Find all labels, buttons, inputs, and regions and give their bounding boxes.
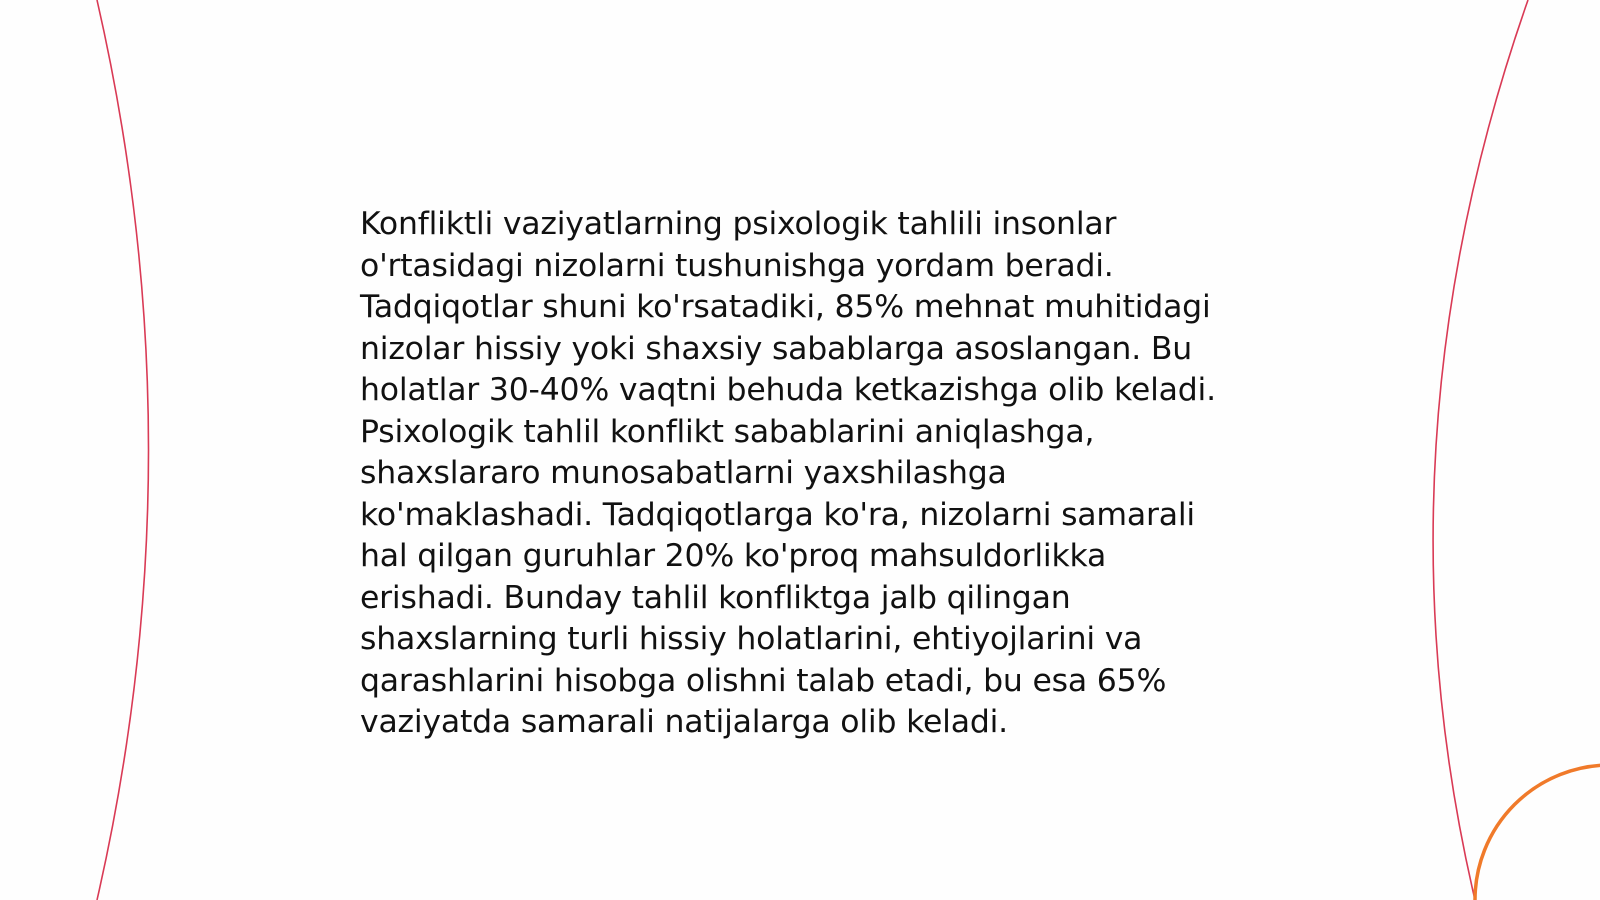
slide-body-paragraph: Konfliktli vaziyatlarning psixologik tahlili insonlar o'rtasidagi nizolarni tushunishga yordam beradi. Tadqiqotlar shuni ko'rsatadiki, 85% mehnat muhitidagi nizolar hissiy yoki shaxsiy sabablarga asoslangan. Bu holatlar 30-40% vaqtni behuda ketkazishga olib keladi. Psixologik tahlil konflikt sabablarini aniqlashga, shaxslararo munosabatlarni yaxshilashga ko'maklashadi. Tadqiqotlarga ko'ra, nizolarni samarali hal qilgan guruhlar 20% ko'proq mahsuldorlikka erishadi. Bunday tahlil konfliktga jalb qilingan shaxslarning turli hissiy holatlarini, ehtiyojlarini va qarashlarini hisobga olishni talab etadi, bu esa 65% vaziyatda samarali natijalarga olib keladi. <box>360 206 1216 740</box>
left-decor-curve <box>97 0 149 900</box>
bottom-right-accent-circle <box>1475 765 1600 900</box>
right-decor-curve <box>1433 0 1528 900</box>
